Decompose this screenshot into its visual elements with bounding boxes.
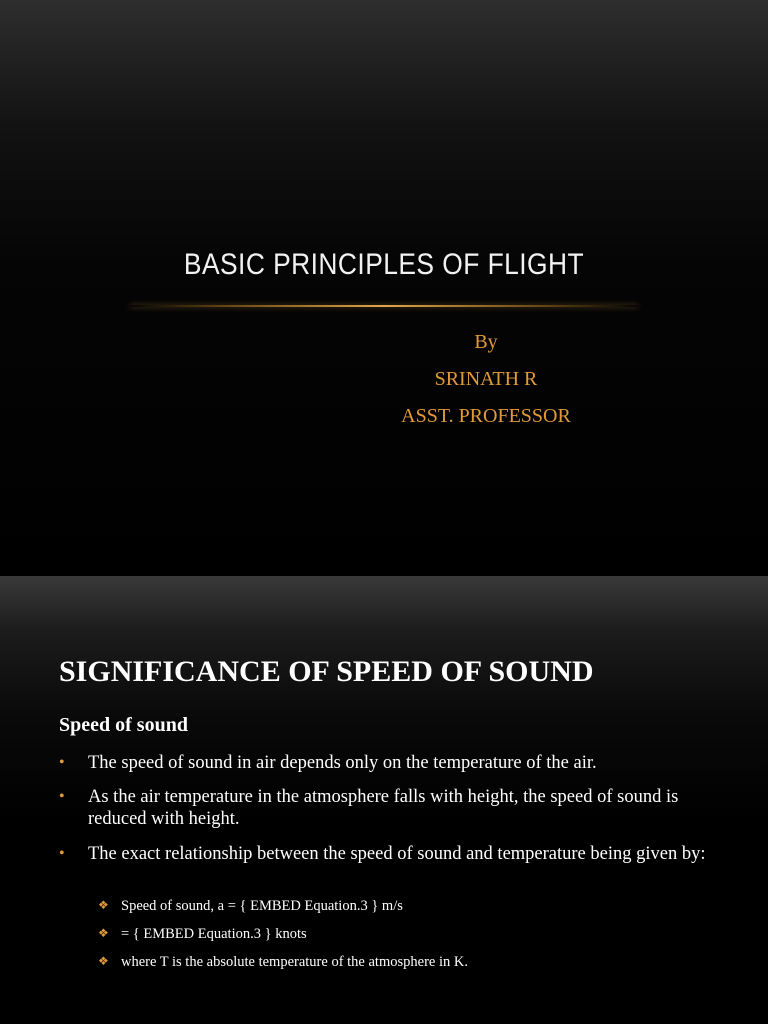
sub-bullet-item: [98, 898, 698, 915]
title-divider: [130, 305, 638, 307]
diamond-bullet-icon: ❖: [98, 954, 109, 968]
by-label: By: [474, 331, 498, 353]
bullet-dot-icon: •: [59, 754, 65, 771]
bullet-text: The exact relationship between the speed of sound and temperature being given by:: [88, 844, 706, 864]
sub-bullet-text: where T is the absolute temperature of the atmosphere in K.: [121, 954, 468, 970]
sub-bullet-item: [98, 926, 698, 943]
bullet-dot-icon: •: [59, 845, 65, 862]
sub-bullet-item: [98, 954, 698, 971]
diamond-bullet-icon: ❖: [98, 898, 109, 912]
diamond-bullet-icon: ❖: [98, 926, 109, 940]
author-name: SRINATH R: [434, 368, 538, 390]
author-role: ASST. PROFESSOR: [401, 405, 571, 427]
sub-bullet-text: Speed of sound, a = { EMBED Equation.3 } m/s: [121, 898, 403, 914]
bullet-text: The speed of sound in air depends only on the temperature of the air.: [88, 753, 597, 773]
sub-bullet-text: = { EMBED Equation.3 } knots: [121, 926, 307, 942]
bullet-text: As the air temperature in the atmosphere falls with height, the speed of sound is reduced with height.: [88, 787, 679, 829]
slide-title: BASIC PRINCIPLES OF FLIGHT: [183, 248, 585, 281]
bullet-dot-icon: •: [59, 788, 65, 805]
content-slide-title: SIGNIFICANCE OF SPEED OF SOUND: [59, 655, 594, 688]
bullet-item: [59, 752, 719, 774]
content-subheading: Speed of sound: [59, 714, 188, 736]
bullet-item: [59, 786, 719, 830]
bullet-item: [59, 843, 719, 865]
